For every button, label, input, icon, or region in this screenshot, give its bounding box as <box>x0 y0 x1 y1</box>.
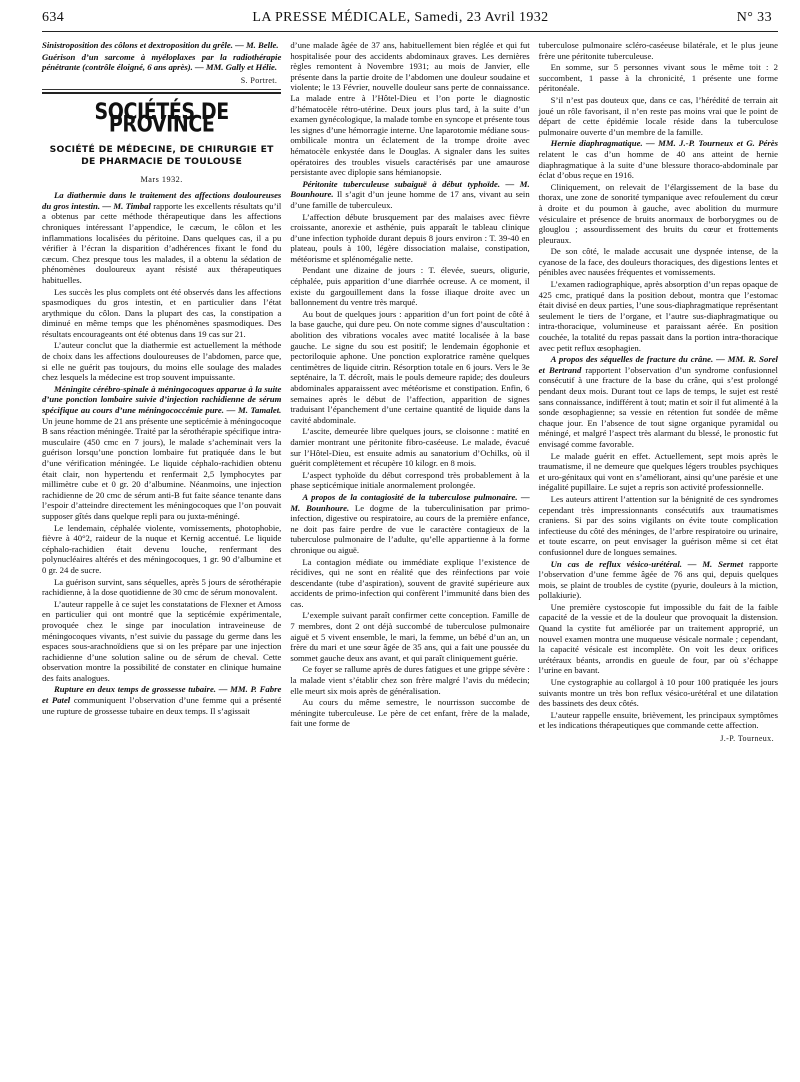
column-3 <box>539 40 778 748</box>
article-text: Un jeune homme de 21 ans présente une septicémie à méningocoque B sans réaction méningée. Traité par la sérothérapie spécifique intra-musculaire (450 cmc en 7 jours), le malade s’acheminait vers la guérison lorsqu’une ponction lombaire fut pratiquée dans le but d’une vérification méningée. Le liquide céphalo-rachidien obtenu était clair, non hypertendu et renfermait 2,5 lymphocytes par millimètre cube et 0 gr. 20 d’albumine. Néanmoins, une injection rachidienne de 20 cmc de sérum anti-B fut faite séance tenante dans l’espoir d’atteindre directement les méningocoques que l’on pouvait supposer gîtés dans quelque repli para ou juxta-méningé. <box>42 415 282 521</box>
article-paragraph: L’aspect typhoïde du début correspond très probablement à la phase septicémique initiale anormalement prolongée. <box>290 469 530 491</box>
society-heading: SOCIÉTÉ DE MÉDECINE, DE CHIRURGIE ET DE PHARMACIE DE TOULOUSE <box>49 143 274 168</box>
article-paragraph: La contagion médiate ou immédiate explique l’existence de récidives, qui ne sont en réalité que des réinfections par voie descendante (tube d’aspiration), souvent de gravité supérieure aux accidents de primo-infection qui confèrent l’immunité dans bien des cas. <box>290 556 530 609</box>
column-2 <box>290 40 529 748</box>
page-number: 634 <box>42 10 65 25</box>
article-paragraph: L’ascite, demeurée libre quelques jours, se cloisonne : matité en damier montrant une péritonite fibro-caséeuse. Le malade, évacué sur l’Hôtel-Dieu, est ensuite admis au sanatorium d’Ochilks, où il guérit complètement et récupère 10 kilogr. en 8 mois. <box>290 426 530 469</box>
article-paragraph: Pendant une dizaine de jours : T. élevée, sueurs, oligurie, céphalée, puis apparition d’une diarrhée ocreuse. A ce moment, il existe du gargouillement dans la fosse iliaque droite avec un ballonnement du ventre très marqué. <box>290 265 530 308</box>
article-title: A propos de la contagiosité de la tuberculose pulmonaire. — M. Bounhoure. <box>290 491 530 513</box>
article-paragraph: Au bout de quelques jours : apparition d’un fort point de côté à la base gauche, qui dure peu. On note comme signes d’auscultation : abolition des vibrations vocales avec matité localisée à la base gauche. Le signe du sou est positif; le lendemain égophonie et pectoriloquie aphone. Une ponction exploratrice ramène quelques centimètres de liquide citrin. Résorption totale en 6 jours. Vers le 3e septénaire, la T. décroît, mais le pouls demeure rapide; des douleurs abdominales apparaissent avec météorisme et constipation. Enfin, 6 semaines après le début de l’affection, apparition de signes traduisant l’épanchement d’une certaine quantité de liquide dans la cavité abdominale. <box>290 308 530 425</box>
article-text: rapporte les excellents résultats qu’il a obtenus par cette méthode thérapeutique dans les affections chroniques intéressant l’appendice, le cæcum, le côlon et les inflammations localisées du péritoine. Dans quelques cas, il a pu vérifier à l’écran la disparition d’adhérences fixant le fond du cæcum. Chez presque tous les malades, il a obtenu la sédation de phénomènes douloureux ayant résisté aux thérapeutiques habituelles. <box>42 200 282 285</box>
article-paragraph: S’il n’est pas douteux que, dans ce cas, l’hérédité de terrain ait joué un rôle favorisant, il n’en reste pas moins vrai que le point de départ de cette épidémie locale réside dans la tuberculose pulmonaire ouverte d’un membre de la famille. <box>538 94 778 137</box>
article-paragraph <box>539 138 778 180</box>
issue-number: N° 33 <box>736 10 772 25</box>
running-title: LA PRESSE MÉDICALE, Samedi, 23 Avril 1932 <box>252 10 549 25</box>
article-title: Péritonite tuberculeuse subaiguë à début typhoïde. — M. Bounhoure. <box>290 178 530 200</box>
article-paragraph: Ce foyer se rallume après de dures fatigues et une grippe sévère : la malade vient s’établir chez son frère malgré l’avis du médecin; elle meurt six mois après de généralisation. <box>290 664 530 696</box>
article-paragraph: L’examen radiographique, après absorption d’un repas opaque de 425 cmc, pratiqué dans la position debout, montra que l’estomac était divisé en deux parties, l’une sous-diaphragmatique représentant seulement le tiers de l’organe, et l’autre sus-diaphragmatique ou intra-thoracique, volumineuse et paraissant aérée. En position couchée, la totalité du repas passait dans la portion intra-thoracique avec petit reflux œsophagien. <box>538 279 778 353</box>
article-title: Hernie diaphragmatique. — MM. J.-P. Tourneux et G. Pérès <box>550 138 778 149</box>
article-paragraph: L’auteur rappelle à ce sujet les constatations de Flexner et Amoss en particulier qui ont montré que la septicémie expérimentale, provoquée chez le singe par inoculation intraveineuse de méningocoques vivants, n’est suivie du passage du germe dans les espaces sous-arachnoïdiens que si on les prépare par une injection rachidienne d’une solution saline ou de sérum de cheval. Cette observation montre la possibilité de constater en clinique humaine des faits analogues. <box>42 598 282 683</box>
article-text: communiquent l’observation d’une femme qui a présenté une rupture de grossesse tubaire en deux temps. Il s’agissait <box>42 695 282 716</box>
article-paragraph: Le lendemain, céphalée violente, vomissements, photophobie, fièvre à 40°2, raideur de la nuque et Kernig accentué. Le liquide céphalo-rachidien était devenu louche, renfermant des polynucléaires altérés et des méningocoques, 1 gr. 90 d’albumine et 0 gr. 24 de sucre. <box>42 522 282 575</box>
divider <box>42 89 281 90</box>
article-paragraph: La guérison survint, sans séquelles, après 5 jours de sérothérapie rachidienne, à la dose quotidienne de 30 cmc de sérum monovalent. <box>42 576 282 598</box>
article-paragraph <box>290 492 529 556</box>
signature: J.-P. Tourneux. <box>720 734 774 743</box>
article-paragraph <box>539 559 778 601</box>
article-paragraph: Les succès les plus complets ont été observés dans les affections spasmodiques du gros intestin, et en particulier dans l’état arythmique du côlon. Dans la plupart des cas, la constipation a diminué en même temps que les phénomènes spasmodiques. Des résultats encourageants ont été obtenus dans 19 cas sur 21. <box>42 286 282 339</box>
columns <box>42 40 778 748</box>
session-date: Mars 1932. <box>140 174 183 184</box>
communication-title: Guérison d’un sarcome à myéloplaxes par la radiothérapie pénétrante (contrôle éloigné, 6 ans après). — MM. Gally et Hélie. <box>42 51 282 73</box>
article-title: Rupture en deux temps de grossesse tubaire. — MM. P. Fabre et Patel <box>42 684 282 706</box>
article-paragraph: L’affection débute brusquement par des malaises avec fièvre croissante, anorexie et asthénie, puis apparaît le tableau clinique d’une infection typhoïde durant depuis 8 jours environ : T. 39-40 en plateau, pouls à 100, légère dissociation malaise, constipation, météorisme et splénomégalie nette. <box>290 211 530 264</box>
article-paragraph: Les auteurs attirent l’attention sur la bénignité de ces syndromes cependant très impressionnants consécutifs aux traumatismes craniens. Si par des soins vigilants on évite toute complication infectieuse du côté des méninges, de l’arbre respiratoire ou urinaire, et toute escarre, on peut envisager la guérison même si cet état confusionnel dure de longues semaines. <box>538 493 778 557</box>
article-title: Un cas de reflux vésico-urétéral. — M. Sermet <box>550 558 744 569</box>
article-paragraph: De son côté, le malade accusait une dyspnée intense, de la cyanose de la face, des douleurs thoraciques, des digestions lentes et pénibles avec nausées fréquentes et vomissements. <box>538 246 778 278</box>
article-text: relatent le cas d’un homme de 40 ans atteint de hernie diaphragmatique à la suite d’une blessure thoraco-abdominale par éclat d’obus reçue en 1916. <box>538 148 778 181</box>
article-paragraph: L’exemple suivant paraît confirmer cette conception. Famille de 7 membres, dont 2 ont déjà succombé de tuberculose pulmonaire aiguë et 5 vivent ensemble, le mari, la femme, un bébé d’un an, un frère du mari et une sœur âgée de 35 ans, qui a fait une poussée du sommet gauche deux ans avant, et qui paraît cliniquement guérie. <box>290 610 530 663</box>
page-header <box>42 10 778 32</box>
signature: S. Portret. <box>240 75 278 85</box>
article-paragraph: Cliniquement, on relevait de l’élargissement de la base du thorax, une zone de sonorité tympanique avec refoulement du cœur à droite et du poumon à gauche, avec abolition du murmure vésiculaire et présence de bruits anormaux de borborygmes ou de glouglou ; assourdissement des bruits du cœur et frottements pleuraux. <box>538 181 778 245</box>
article-paragraph: Une première cystoscopie fut impossible du fait de la faible capacité de la vessie et de la douleur que provoquait la distension. Quand la cystite fut améliorée par un traitement approprié, un nouvel examen montra une muqueuse vésicale normale ; cependant, la capacité vésicale est incomplète. On voit les deux orifices urétéraux béants, arrondis en gueule de four, par où s’échappe l’urine en bavant. <box>538 601 778 676</box>
article-paragraph: L’auteur rappelle ensuite, brièvement, les principaux symptômes et les indications thérapeutiques que commande cette affection. <box>538 709 778 731</box>
article-paragraph <box>42 384 281 522</box>
article-paragraph: Au cours du même semestre, le nourrisson succombe de méningite tuberculeuse. Le père de cet enfant, frère de la malade, fait une forme de <box>290 697 530 729</box>
article-title: Méningite cérébro-spinale à méningocoques apparue à la suite d’une ponction lombaire suivie d’injection rachidienne de sérum spécifique au cours d’une méningococcémie pure. — M. Tamalet. <box>42 383 282 416</box>
article-title: La diathermie dans le traitement des affections douloureuses du gros intestin. — M. Timbal <box>42 190 282 211</box>
article-paragraph <box>539 354 778 449</box>
article-paragraph: Une cystographie au collargol à 10 pour 100 pratiquée les jours suivants montre un très bon reflux vésico-urétéral et une dilatation des bassinets des deux côtés. <box>538 677 778 709</box>
article-paragraph: d’une malade âgée de 37 ans, habituellement bien réglée et qui fut hospitalisée pour des accidents abdominaux graves. Les dernières règles remontent à Novembre 1931; au mois de Janvier, elle présente dans la partie droite de l’abdomen une douleur soudaine et violente; le 13 Février, nouvelle douleur sans perte de connaissance. La malade entre à l’Hôtel-Dieu et l’on porte le diagnostic d’hématocèle rétro-utérine. Deux jours plus tard, à la suite d’un examen gynécologique, la malade tombe en syncope et présente tous les signes d’une hémorragie interne. Une laparotomie médiane sous-ombilicale montra un éclatement de la trompe droite avec hématocèle enkystée dans le Douglas. A signaler dans les suites opératoires des troubles visuels caractérisés par une amaurose persistante avec diplopie sans hémianopsie. <box>290 40 530 178</box>
article-text: Il s’agit d’un jeune homme de 17 ans, vivant au sein d’une famille de tuberculeux. <box>290 189 530 210</box>
article-text: rapportent l’observation d’un syndrome confusionnel consécutif à une fracture de la base du crâne, qui s’est prolongé pendant deux mois. Durant tout ce laps de temps, le sujet est resté sans connaissance, indifférent à tout; matin et soir il fut alimenté à la sonde œsophagienne; sa vessie en rétention fut sondée de même chaque jour. En l’absence de tout signe organique pyramidal ou méningé, et malgré l’aspect très alarmant du blessé, le pronostic fut envisagé comme favorable. <box>538 364 778 449</box>
article-paragraph: L’auteur conclut que la diathermie est actuellement la méthode de choix dans les affections douloureuses de l’abdomen, parce que, si elle ne guérit pas toujours, du moins elle soulage des malades chez lesquels la médecine est trop souvent impuissante. <box>42 340 282 383</box>
article-paragraph: Le malade guérit en effet. Actuellement, sept mois après le traumatisme, il ne demeure que quelques légers troubles psychiques et uro-génitaux qui vont en s’améliorant, ainsi qu’une parésie et une inégalité pupillaire. Le sujet a repris son activité professionnelle. <box>538 450 778 493</box>
divider <box>42 92 281 94</box>
article-text: Le dogme de la tuberculinisation par primo-infection, digestive ou respiratoire, au cours de la première enfance, ne doit pas faire perdre de vue le caractère contagieux de la tuberculose pulmonaire de l’adulte, qu’elle appartienne à la forme chronique ou aiguë. <box>290 502 530 555</box>
article-paragraph: En somme, sur 5 personnes vivant sous le même toit : 2 succombent, 1 passe à la chronicité, 1 présente une forme péritonéale. <box>538 62 778 94</box>
article-paragraph <box>42 684 281 716</box>
article-paragraph <box>290 179 529 211</box>
section-title: SOCIÉTÉS DE PROVINCE <box>94 99 229 138</box>
article-paragraph <box>42 190 281 285</box>
article-text: rapporte l’observation d’une femme âgée de 76 ans qui, depuis quelques mois, se plaint de troubles de cystite (pyurie, douleurs à la miction, pollakiurie). <box>538 558 778 601</box>
communication-title: Sinistroposition des côlons et dextroposition du grêle. — M. Belle. <box>42 40 279 50</box>
article-title: A propos des séquelles de fracture du crâne. — MM. R. Sorel et Bertrand <box>538 354 778 375</box>
column-1 <box>42 40 281 748</box>
article-paragraph: tuberculose pulmonaire scléro-caséeuse bilatérale, et le plus jeune frère une péritonite tuberculeuse. <box>538 40 778 61</box>
